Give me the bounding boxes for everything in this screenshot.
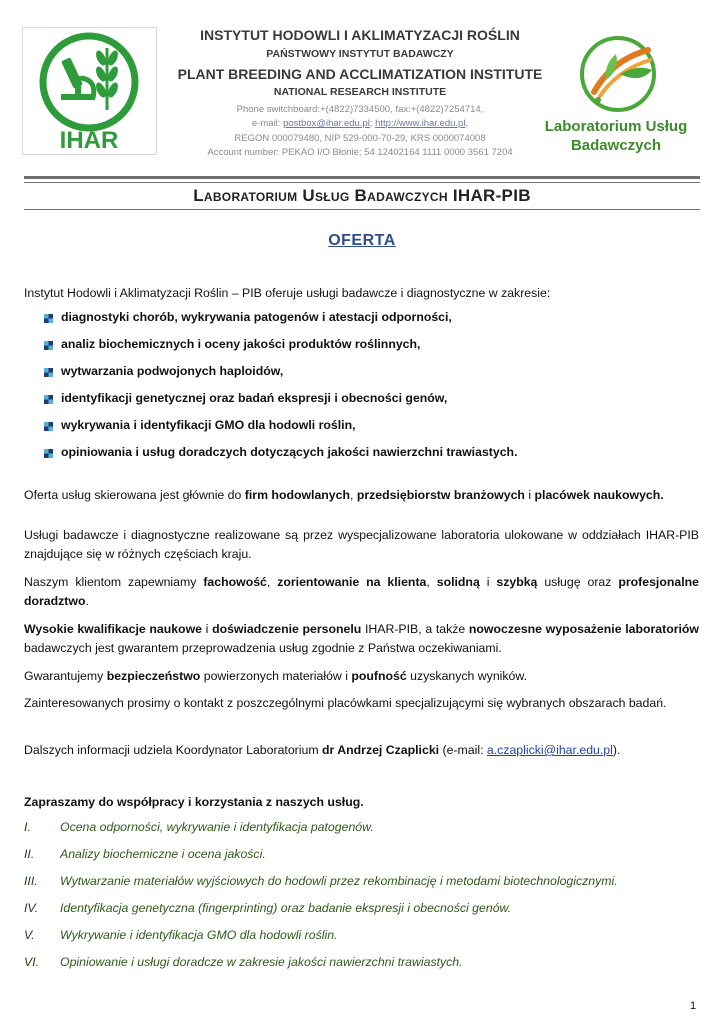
list-item: I. Ocena odporności, wykrywanie i identyfikacja patogenów.: [24, 820, 374, 834]
contact-paragraph: Zainteresowanych prosimy o kontakt z poszczególnymi placówkami specjalizującymi się wybranych obszarach badań.: [24, 696, 667, 710]
list-item: III. Wytwarzanie materiałów wyjściowych do hodowli przez rekombinację i metodami biotechnologicznymi.: [24, 874, 618, 888]
page-number: 1: [690, 1000, 697, 1012]
top-rule: [24, 176, 700, 179]
areas-list: [24, 820, 618, 982]
lab-logo-label: Laboratorium Usług Badawczych: [544, 118, 688, 154]
bullet-icon: [44, 341, 53, 350]
institute-name-pl: INSTYTUT HODOWLI I AKLIMATYZACJI ROŚLIN: [200, 27, 520, 43]
contact-email-line: e-mail: postbox@ihar.edu.pl; http://www.ihar.edu.pl,: [251, 118, 469, 129]
list-item: opiniowania i usług doradczych dotyczących jakości nawierzchni trawiastych.: [44, 445, 517, 472]
email-link[interactable]: postbox@ihar.edu.pl: [283, 118, 370, 129]
guarantee-paragraph: Gwarantujemy bezpieczeństwo powierzonych materiałów i poufność uzyskanych wyników.: [24, 669, 528, 683]
services-list: [44, 310, 517, 472]
bullet-icon: [44, 449, 53, 458]
contact-phone: Phone switchboard:+(4822)7334500, fax:+(4822)7254714,: [236, 104, 484, 115]
bullet-icon: [44, 422, 53, 431]
document-title: Laboratorium Usług Badawczych IHAR-PIB: [193, 186, 531, 205]
coordinator-paragraph: Dalszych informacji udziela Koordynator Laboratorium dr Andrzej Czaplicki (e-mail: a.czaplicki@ihar.edu.pl).: [24, 743, 621, 757]
list-item: II. Analizy biochemiczne i ocena jakości.: [24, 847, 266, 861]
top-rule-thin: [24, 182, 700, 183]
svg-text:IHAR: IHAR: [59, 127, 119, 154]
list-item: wytwarzania podwojonych haploidów,: [44, 364, 517, 391]
list-item: analiz biochemicznych i oceny jakości produktów roślinnych,: [44, 337, 517, 364]
list-item: identyfikacji genetycznej oraz badań ekspresji i obecności genów,: [44, 391, 517, 418]
labs-paragraph: Usługi badawcze i diagnostyczne realizowane są przez wyspecjalizowane laboratoria ulokowane w oddziałach IHAR-PIB znajdujące się w różnych częściach kraju.: [24, 528, 699, 561]
offer-heading: OFERTA: [328, 232, 396, 249]
list-item: VI. Opiniowanie i usługi doradcze w zakresie jakości nawierzchni trawiastych.: [24, 955, 463, 969]
clients-paragraph: Naszym klientom zapewniamy fachowość, zorientowanie na klienta, solidną i szybką usługę oraz profesjonalne doradztwo.: [24, 575, 699, 608]
qualifications-paragraph: Wysokie kwalifikacje naukowe i doświadczenie personelu IHAR-PIB, a także nowoczesne wyposażenie laboratoriów badawczych jest gwarantem przeprowadzenia usług zgodnie z Państwa oczekiwaniami.: [24, 622, 699, 655]
list-item: V. Wykrywanie i identyfikacja GMO dla hodowli roślin.: [24, 928, 338, 942]
bullet-icon: [44, 368, 53, 377]
website-link[interactable]: http://www.ihar.edu.pl: [375, 118, 466, 129]
institute-status-pl: PAŃSTWOWY INSTYTUT BADAWCZY: [266, 48, 454, 60]
target-clients-paragraph: Oferta usług skierowana jest głównie do firm hodowlanych, przedsiębiorstw branżowych i placówek naukowych.: [24, 488, 664, 502]
coordinator-email-link[interactable]: a.czaplicki@ihar.edu.pl: [486, 743, 613, 757]
institute-status-en: NATIONAL RESEARCH INSTITUTE: [273, 86, 447, 98]
closing-invitation: Zapraszamy do współpracy i korzystania z naszych usług.: [24, 795, 364, 809]
list-item: wykrywania i identyfikacji GMO dla hodowli roślin,: [44, 418, 517, 445]
account-number: Account number: PEKAO I/O Błonie; 54 12402164 1111 0000 3561 7204: [207, 147, 513, 158]
institute-name-en: PLANT BREEDING AND ACCLIMATIZATION INSTITUTE: [177, 66, 543, 82]
list-item: IV. Identyfikacja genetyczna (fingerprinting) oraz badanie ekspresji i obecności genów.: [24, 901, 512, 915]
bullet-icon: [44, 395, 53, 404]
bullet-icon: [44, 314, 53, 323]
title-rule: [24, 209, 700, 210]
intro-paragraph: Instytut Hodowli i Aklimatyzacji Roślin – PIB oferuje usługi badawcze i diagnostyczne w zakresie:: [24, 286, 551, 300]
list-item: diagnostyki chorób, wykrywania patogenów i atestacji odporności,: [44, 310, 517, 337]
ihar-logo: [22, 27, 157, 155]
registration-info: REGON 000079480, NIP 529-000-70-29, KRS 0000074008: [234, 133, 486, 144]
